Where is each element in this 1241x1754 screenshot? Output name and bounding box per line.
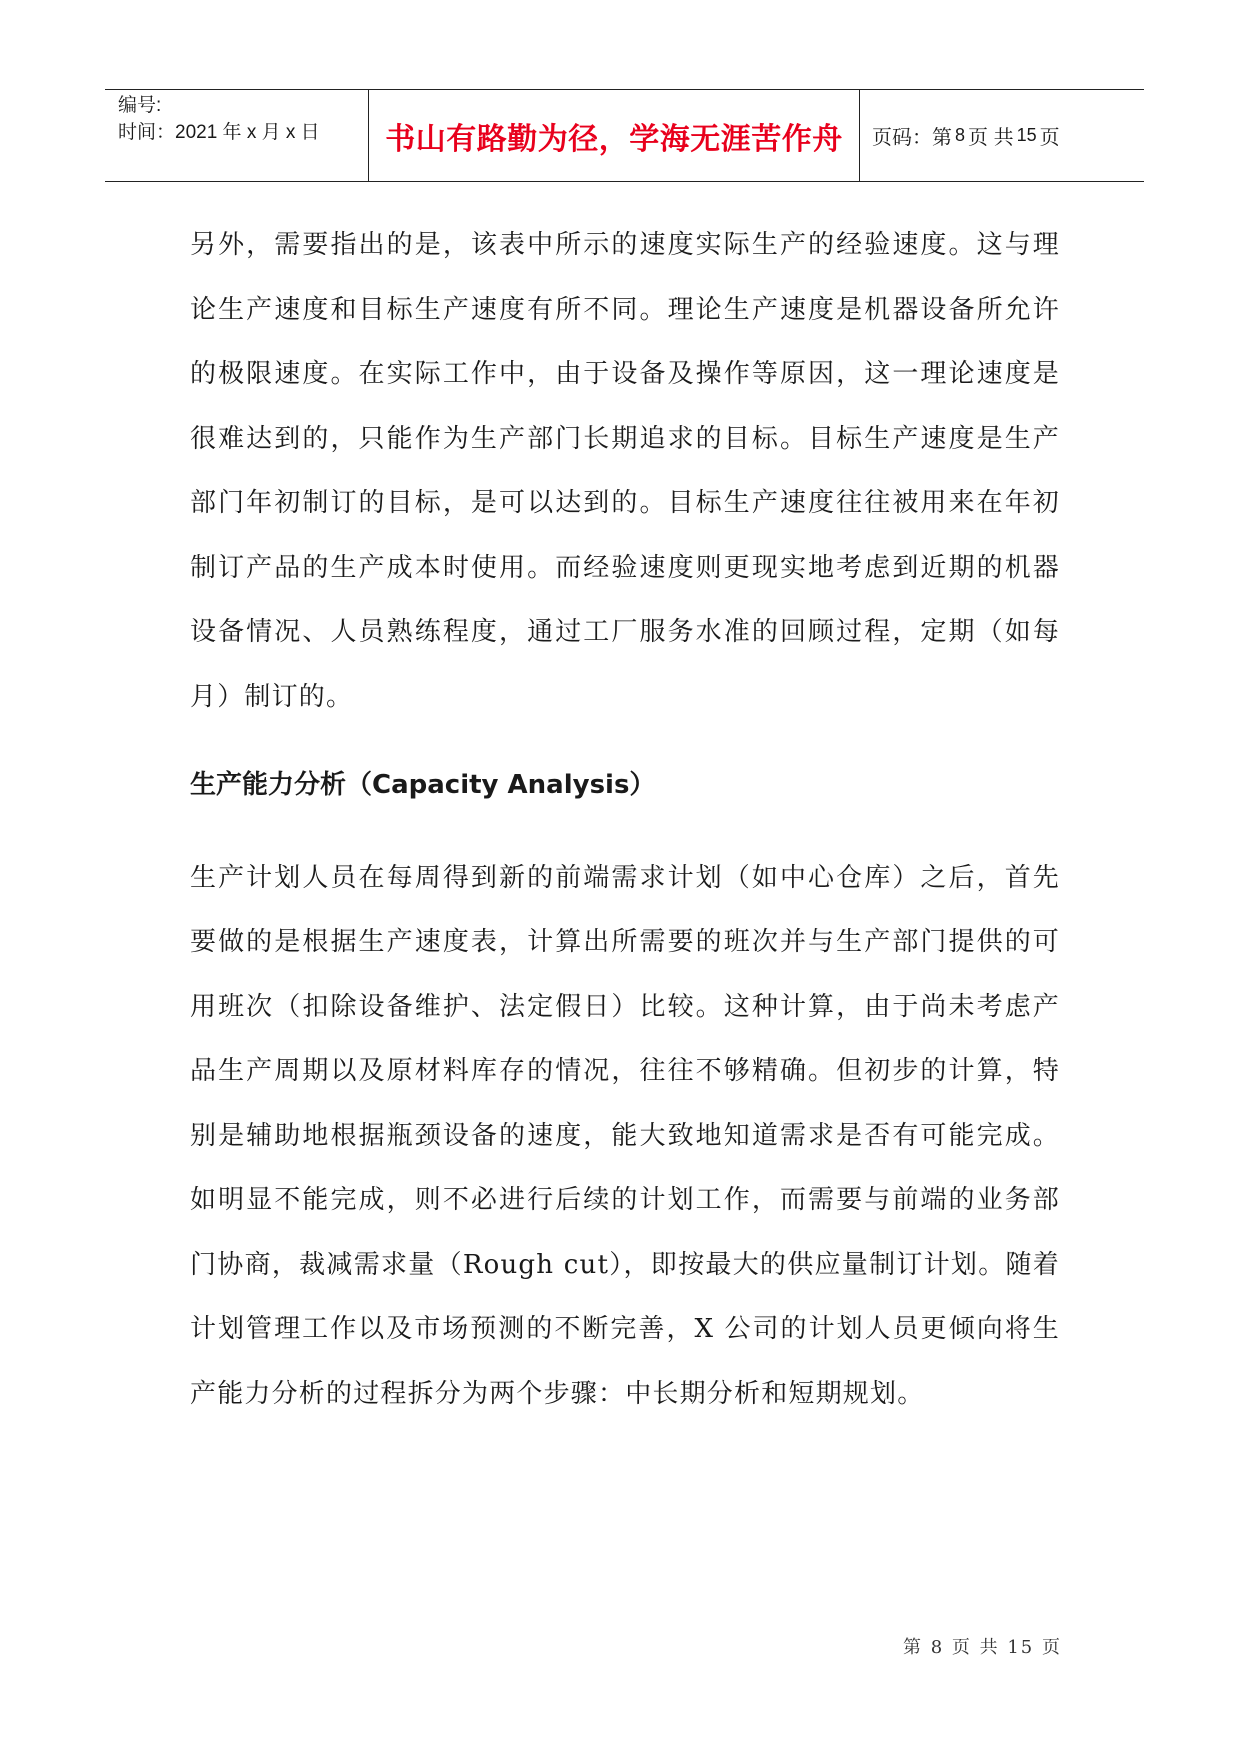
document-body [190,213,1060,1426]
header-meta-cell [105,90,369,181]
time-label: 时间：2021 年 x 月 x 日 [118,122,320,143]
page-footer: 第 8 页 共 15 页 [903,1637,1062,1658]
page-current: 8 [955,125,966,145]
page-total: 15 [1016,125,1037,145]
section-title: 生产能力分析（Capacity Analysis） [190,770,656,800]
page-prefix: 页码：第 [872,127,952,149]
header-page-cell [860,90,1144,181]
header-motto-cell [369,90,860,181]
serial-label: 编号: [118,95,162,116]
paragraph-capacity-analysis: 生产计划人员在每周得到新的前端需求计划（如中心仓库）之后，首先要做的是根据生产速度表，计算出所需要的班次并与生产部门提供的可用班次（扣除设备维护、法定假日）比较。这种计算，由于尚未考虑产品生产周期以及原材料库存的情况，往往不够精确。但初步的计算，特别是辅助地根据瓶颈设备的速度，能大致地知道需求是否有可能完成。如明显不能完成，则不必进行后续的计划工作，而需要与前端的业务部门协商，裁减需求量（Rough cut），即按最大的供应量制订计划。随着计划管理工作以及市场预测的不断完善，X 公司的计划人员更倾向将生产能力分析的过程拆分为两个步骤：中长期分析和短期规划。 [190,862,1060,1409]
paragraph-speed-notes: 另外，需要指出的是，该表中所示的速度实际生产的经验速度。这与理论生产速度和目标生产速度有所不同。理论生产速度是机器设备所允许的极限速度。在实际工作中，由于设备及操作等原因，这一理论速度是很难达到的，只能作为生产部门长期追求的目标。目标生产速度是生产部门年初制订的目标，是可以达到的。目标生产速度往往被用来在年初制订产品的生产成本时使用。而经验速度则更现实地考虑到近期的机器设备情况、人员熟练程度，通过工厂服务水准的回顾过程，定期（如每月）制订的。 [190,230,1060,712]
page-header [105,89,1144,182]
page-suffix: 页 [1039,127,1060,149]
page-mid: 页 共 [968,127,1014,149]
motto-text: 书山有路勤为径，学海无涯苦作舟 [385,121,843,157]
